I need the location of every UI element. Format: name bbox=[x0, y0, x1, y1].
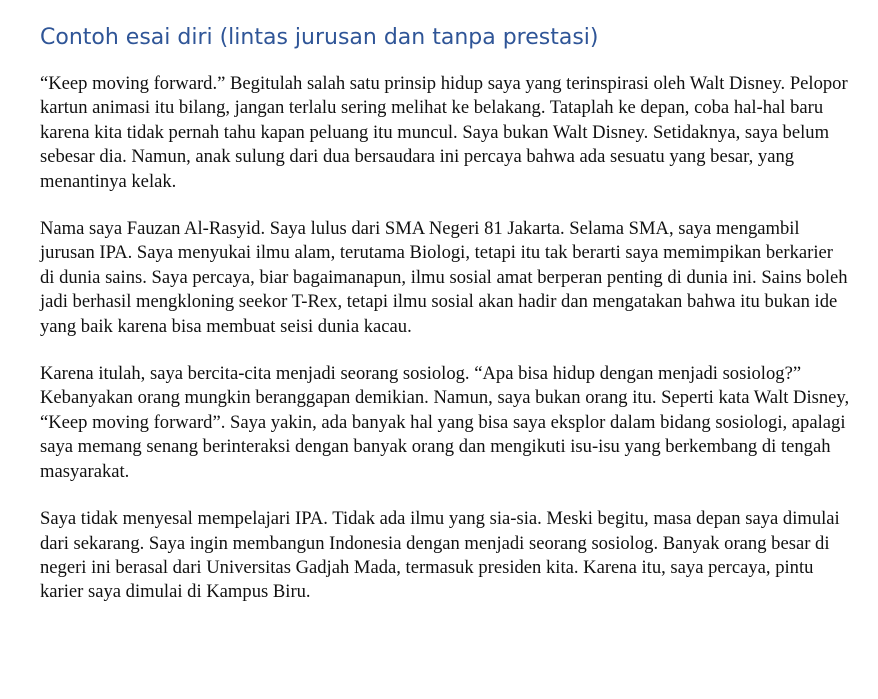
document-page bbox=[40, 22, 850, 628]
paragraph-4: Saya tidak menyesal mempelajari IPA. Tidak ada ilmu yang sia-sia. Meski begitu, masa depan saya dimulai dari sekarang. Saya ingin membangun Indonesia dengan menjadi seorang sosiolog. Banyak orang besar di negeri ini berasal dari Universitas Gadjah Mada, termasuk presiden kita. Karena itu, saya percaya, pintu karier saya dimulai di Kampus Biru. bbox=[40, 508, 840, 603]
document-title: Contoh esai diri (lintas jurusan dan tanpa prestasi) bbox=[40, 25, 599, 50]
paragraph-3: Karena itulah, saya bercita-cita menjadi seorang sosiolog. “Apa bisa hidup dengan menjadi sosiolog?” Kebanyakan orang mungkin beranggapan demikian. Namun, saya bukan orang itu. Seperti kata Walt Disney, “Keep moving forward”. Saya yakin, ada banyak hal yang bisa saya eksplor dalam bidang sosiologi, apalagi saya memang senang berinteraksi dengan banyak orang dan mengikuti isu-isu yang berkembang di tengah masyarakat. bbox=[40, 363, 850, 482]
paragraph-1: “Keep moving forward.” Begitulah salah satu prinsip hidup saya yang terinspirasi oleh Walt Disney. Pelopor kartun animasi itu bilang, jangan terlalu sering melihat ke belakang. Tataplah ke depan, coba hal-hal baru karena kita tidak pernah tahu kapan peluang itu muncul. Saya bukan Walt Disney. Setidaknya, saya belum sebesar dia. Namun, anak sulung dari dua bersaudara ini percaya bahwa ada sesuatu yang besar, yang menantinya kelak. bbox=[40, 73, 848, 192]
paragraph-2: Nama saya Fauzan Al-Rasyid. Saya lulus dari SMA Negeri 81 Jakarta. Selama SMA, saya mengambil jurusan IPA. Saya menyukai ilmu alam, terutama Biologi, tetapi itu tak berarti saya memimpikan berkarier di dunia sains. Saya percaya, biar bagaimanapun, ilmu sosial amat berperan penting di dunia ini. Sains boleh jadi berhasil mengkloning seekor T-Rex, tetapi ilmu sosial akan hadir dan mengatakan bahwa itu bukan ide yang baik karena bisa membuat seisi dunia kacau. bbox=[40, 218, 848, 337]
